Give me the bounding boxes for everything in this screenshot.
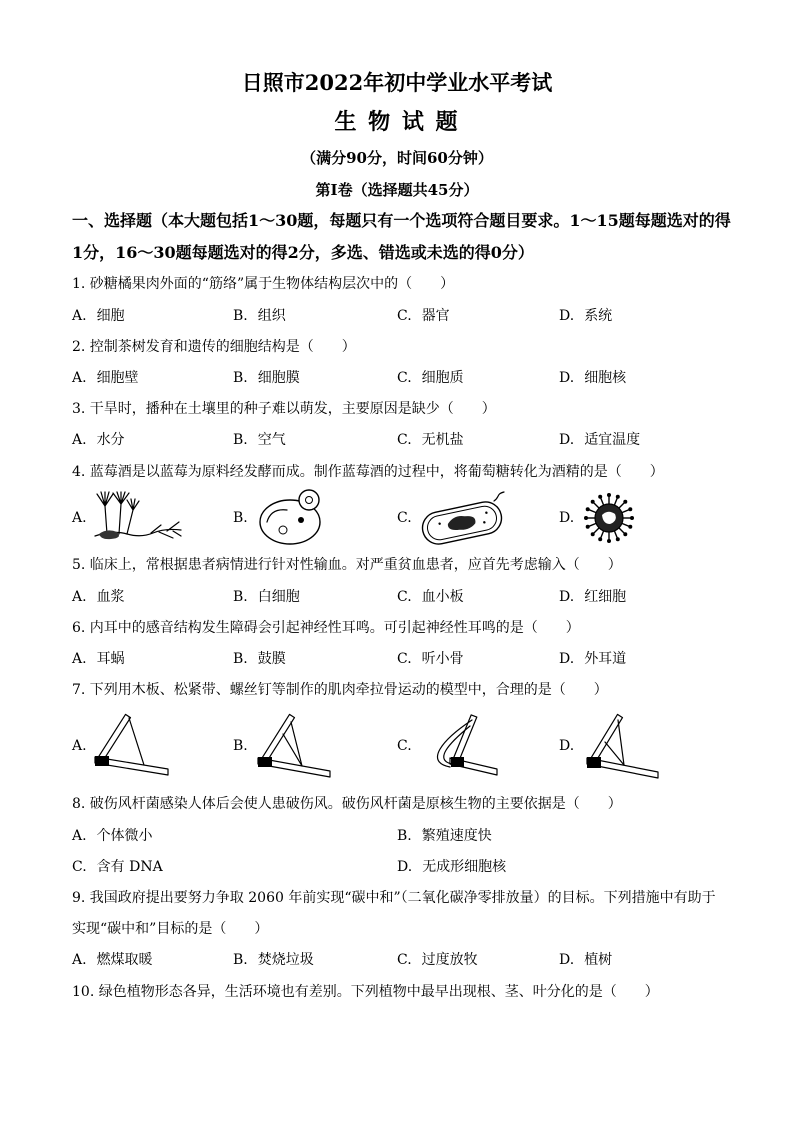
option-label: C. — [397, 370, 412, 386]
question-6-options — [72, 649, 722, 669]
bacterium-icon — [418, 491, 510, 547]
option-c — [72, 857, 163, 877]
option-label: D. — [559, 432, 575, 448]
option-text: 空气 — [257, 432, 286, 448]
instructions-line-2: 1分，16～30题每题选对的得2分，多选、错选或未选的得0分） — [72, 243, 534, 262]
option-d — [559, 306, 612, 326]
option-text: 细胞壁 — [96, 370, 139, 386]
option-b — [233, 649, 286, 669]
option-text: 细胞质 — [421, 370, 464, 386]
option-a — [72, 826, 153, 846]
option-label: D. — [397, 859, 413, 875]
option-d-label: D. — [559, 510, 575, 526]
option-label: D. — [559, 370, 575, 386]
option-c — [397, 368, 464, 388]
option-a-label: A. — [72, 510, 87, 526]
instructions-line-1: 一、选择题（本大题包括1～30题，每题只有一个选项符合题目要求。1～15题每题选对的得 — [72, 211, 731, 230]
option-b — [233, 306, 286, 326]
option-label: B. — [397, 828, 412, 844]
option-a — [72, 430, 125, 450]
option-text: 过度放牧 — [421, 952, 478, 968]
question-6-stem: 6. 内耳中的感音结构发生障碍会引起神经性耳鸣。可引起神经性耳鸣的是（ ） — [72, 620, 580, 636]
option-text: 鼓膜 — [257, 651, 286, 667]
option-label: B. — [233, 308, 248, 324]
option-text: 含有 DNA — [96, 859, 163, 875]
question-3-stem: 3. 干旱时，播种在土壤里的种子难以萌发，主要原因是缺少（ ） — [72, 401, 496, 417]
option-b-label: B. — [233, 738, 248, 754]
option-text: 水分 — [96, 432, 125, 448]
option-text: 植树 — [584, 952, 613, 968]
question-3-options — [72, 430, 722, 450]
option-label: A. — [72, 651, 87, 667]
question-2-options — [72, 368, 722, 388]
option-label: B. — [233, 651, 248, 667]
option-label: A. — [72, 432, 87, 448]
option-d — [559, 368, 626, 388]
option-a-label: A. — [72, 738, 87, 754]
option-label: A. — [72, 308, 87, 324]
option-text: 器官 — [421, 308, 450, 324]
option-d — [559, 950, 612, 970]
option-label: B. — [233, 952, 248, 968]
option-label: B. — [233, 370, 248, 386]
option-c — [397, 430, 464, 450]
option-d — [559, 587, 626, 607]
option-b — [233, 587, 300, 607]
muscle-model-icon — [92, 712, 170, 788]
option-label: D. — [559, 308, 575, 324]
muscle-model-icon — [420, 712, 498, 788]
option-label: C. — [72, 859, 87, 875]
subject-title: 生 物 试 题 — [334, 109, 460, 135]
question-10-stem: 10. 绿色植物形态各异，生活环境也有差别。下列植物中最早出现根、茎、叶分化的是（ ） — [72, 984, 659, 1000]
option-label: D. — [559, 651, 575, 667]
option-label: C. — [397, 432, 412, 448]
question-9-stem-line-2: 实现“碳中和”目标的是（ ） — [72, 921, 269, 937]
option-a — [72, 306, 125, 326]
option-text: 无成形细胞核 — [422, 859, 507, 875]
option-a — [72, 950, 153, 970]
option-label: A. — [72, 589, 87, 605]
option-a — [72, 587, 125, 607]
option-text: 燃煤取暖 — [96, 952, 153, 968]
question-7-stem: 7. 下列用木板、松紧带、螺丝钉等制作的肌肉牵拉骨运动的模型中，合理的是（ ） — [72, 682, 608, 698]
option-text: 细胞 — [96, 308, 125, 324]
option-d — [559, 649, 626, 669]
option-text: 耳蜗 — [96, 651, 125, 667]
question-4-stem: 4. 蓝莓酒是以蓝莓为原料经发酵而成。制作蓝莓酒的过程中，将葡萄糖转化为酒精的是（ ） — [72, 464, 664, 480]
option-label: A. — [72, 370, 87, 386]
option-b — [233, 368, 300, 388]
option-label: B. — [233, 589, 248, 605]
option-c-label: C. — [397, 738, 412, 754]
option-text: 焚烧垃圾 — [257, 952, 314, 968]
yeast-icon — [257, 490, 327, 546]
penicillium-icon — [93, 492, 183, 544]
question-9-options — [72, 950, 722, 970]
question-8-options-row-1 — [72, 826, 722, 846]
option-d — [397, 857, 506, 877]
option-text: 组织 — [257, 308, 286, 324]
option-label: A. — [72, 952, 87, 968]
option-text: 听小骨 — [421, 651, 464, 667]
option-text: 细胞核 — [584, 370, 627, 386]
option-c — [397, 306, 450, 326]
muscle-model-icon — [582, 712, 660, 788]
question-8-stem: 8. 破伤风杆菌感染人体后会使人患破伤风。破伤风杆菌是原核生物的主要依据是（ ） — [72, 796, 622, 812]
option-text: 血浆 — [96, 589, 125, 605]
option-label: B. — [233, 432, 248, 448]
option-c — [397, 587, 464, 607]
option-label: A. — [72, 828, 87, 844]
option-label: D. — [559, 952, 575, 968]
question-4-options — [72, 488, 722, 548]
option-text: 无机盐 — [421, 432, 464, 448]
question-1-stem: 1. 砂糖橘果肉外面的“筋络”属于生物体结构层次中的（ ） — [72, 276, 455, 292]
option-a — [72, 649, 125, 669]
option-c — [397, 649, 464, 669]
option-c — [397, 950, 478, 970]
option-text: 外耳道 — [584, 651, 627, 667]
option-text: 繁殖速度快 — [421, 828, 492, 844]
option-label: D. — [559, 589, 575, 605]
option-d-label: D. — [559, 738, 575, 754]
option-d — [559, 430, 640, 450]
option-b-label: B. — [233, 510, 248, 526]
option-text: 细胞膜 — [257, 370, 300, 386]
muscle-model-icon — [254, 712, 332, 788]
question-9-stem-line-1: 9. 我国政府提出要努力争取 2060 年前实现“碳中和”（二氧化碳净零排放量）的目标。下列措施中有助于 — [72, 890, 716, 906]
option-b — [233, 950, 314, 970]
question-8-options-row-2 — [72, 857, 722, 877]
question-2-stem: 2. 控制茶树发育和遗传的细胞结构是（ ） — [72, 339, 356, 355]
option-text: 白细胞 — [257, 589, 300, 605]
question-5-options — [72, 587, 722, 607]
option-label: C. — [397, 651, 412, 667]
question-7-options — [72, 712, 722, 790]
option-b — [233, 430, 286, 450]
virus-icon — [582, 491, 636, 545]
exam-title: 日照市2022年初中学业水平考试 — [241, 70, 553, 95]
option-a — [72, 368, 139, 388]
option-b — [397, 826, 492, 846]
option-c-label: C. — [397, 510, 412, 526]
option-text: 适宜温度 — [584, 432, 641, 448]
option-label: C. — [397, 952, 412, 968]
exam-info: （满分90分，时间60分钟） — [301, 149, 493, 167]
section-title: 第Ⅰ卷（选择题共45分） — [315, 181, 479, 199]
question-1-options — [72, 306, 722, 326]
option-text: 个体微小 — [96, 828, 153, 844]
option-text: 红细胞 — [584, 589, 627, 605]
question-5-stem: 5. 临床上，常根据患者病情进行针对性输血。对严重贫血患者，应首先考虑输入（ ） — [72, 557, 622, 573]
option-text: 血小板 — [421, 589, 464, 605]
option-text: 系统 — [584, 308, 613, 324]
option-label: C. — [397, 589, 412, 605]
option-label: C. — [397, 308, 412, 324]
